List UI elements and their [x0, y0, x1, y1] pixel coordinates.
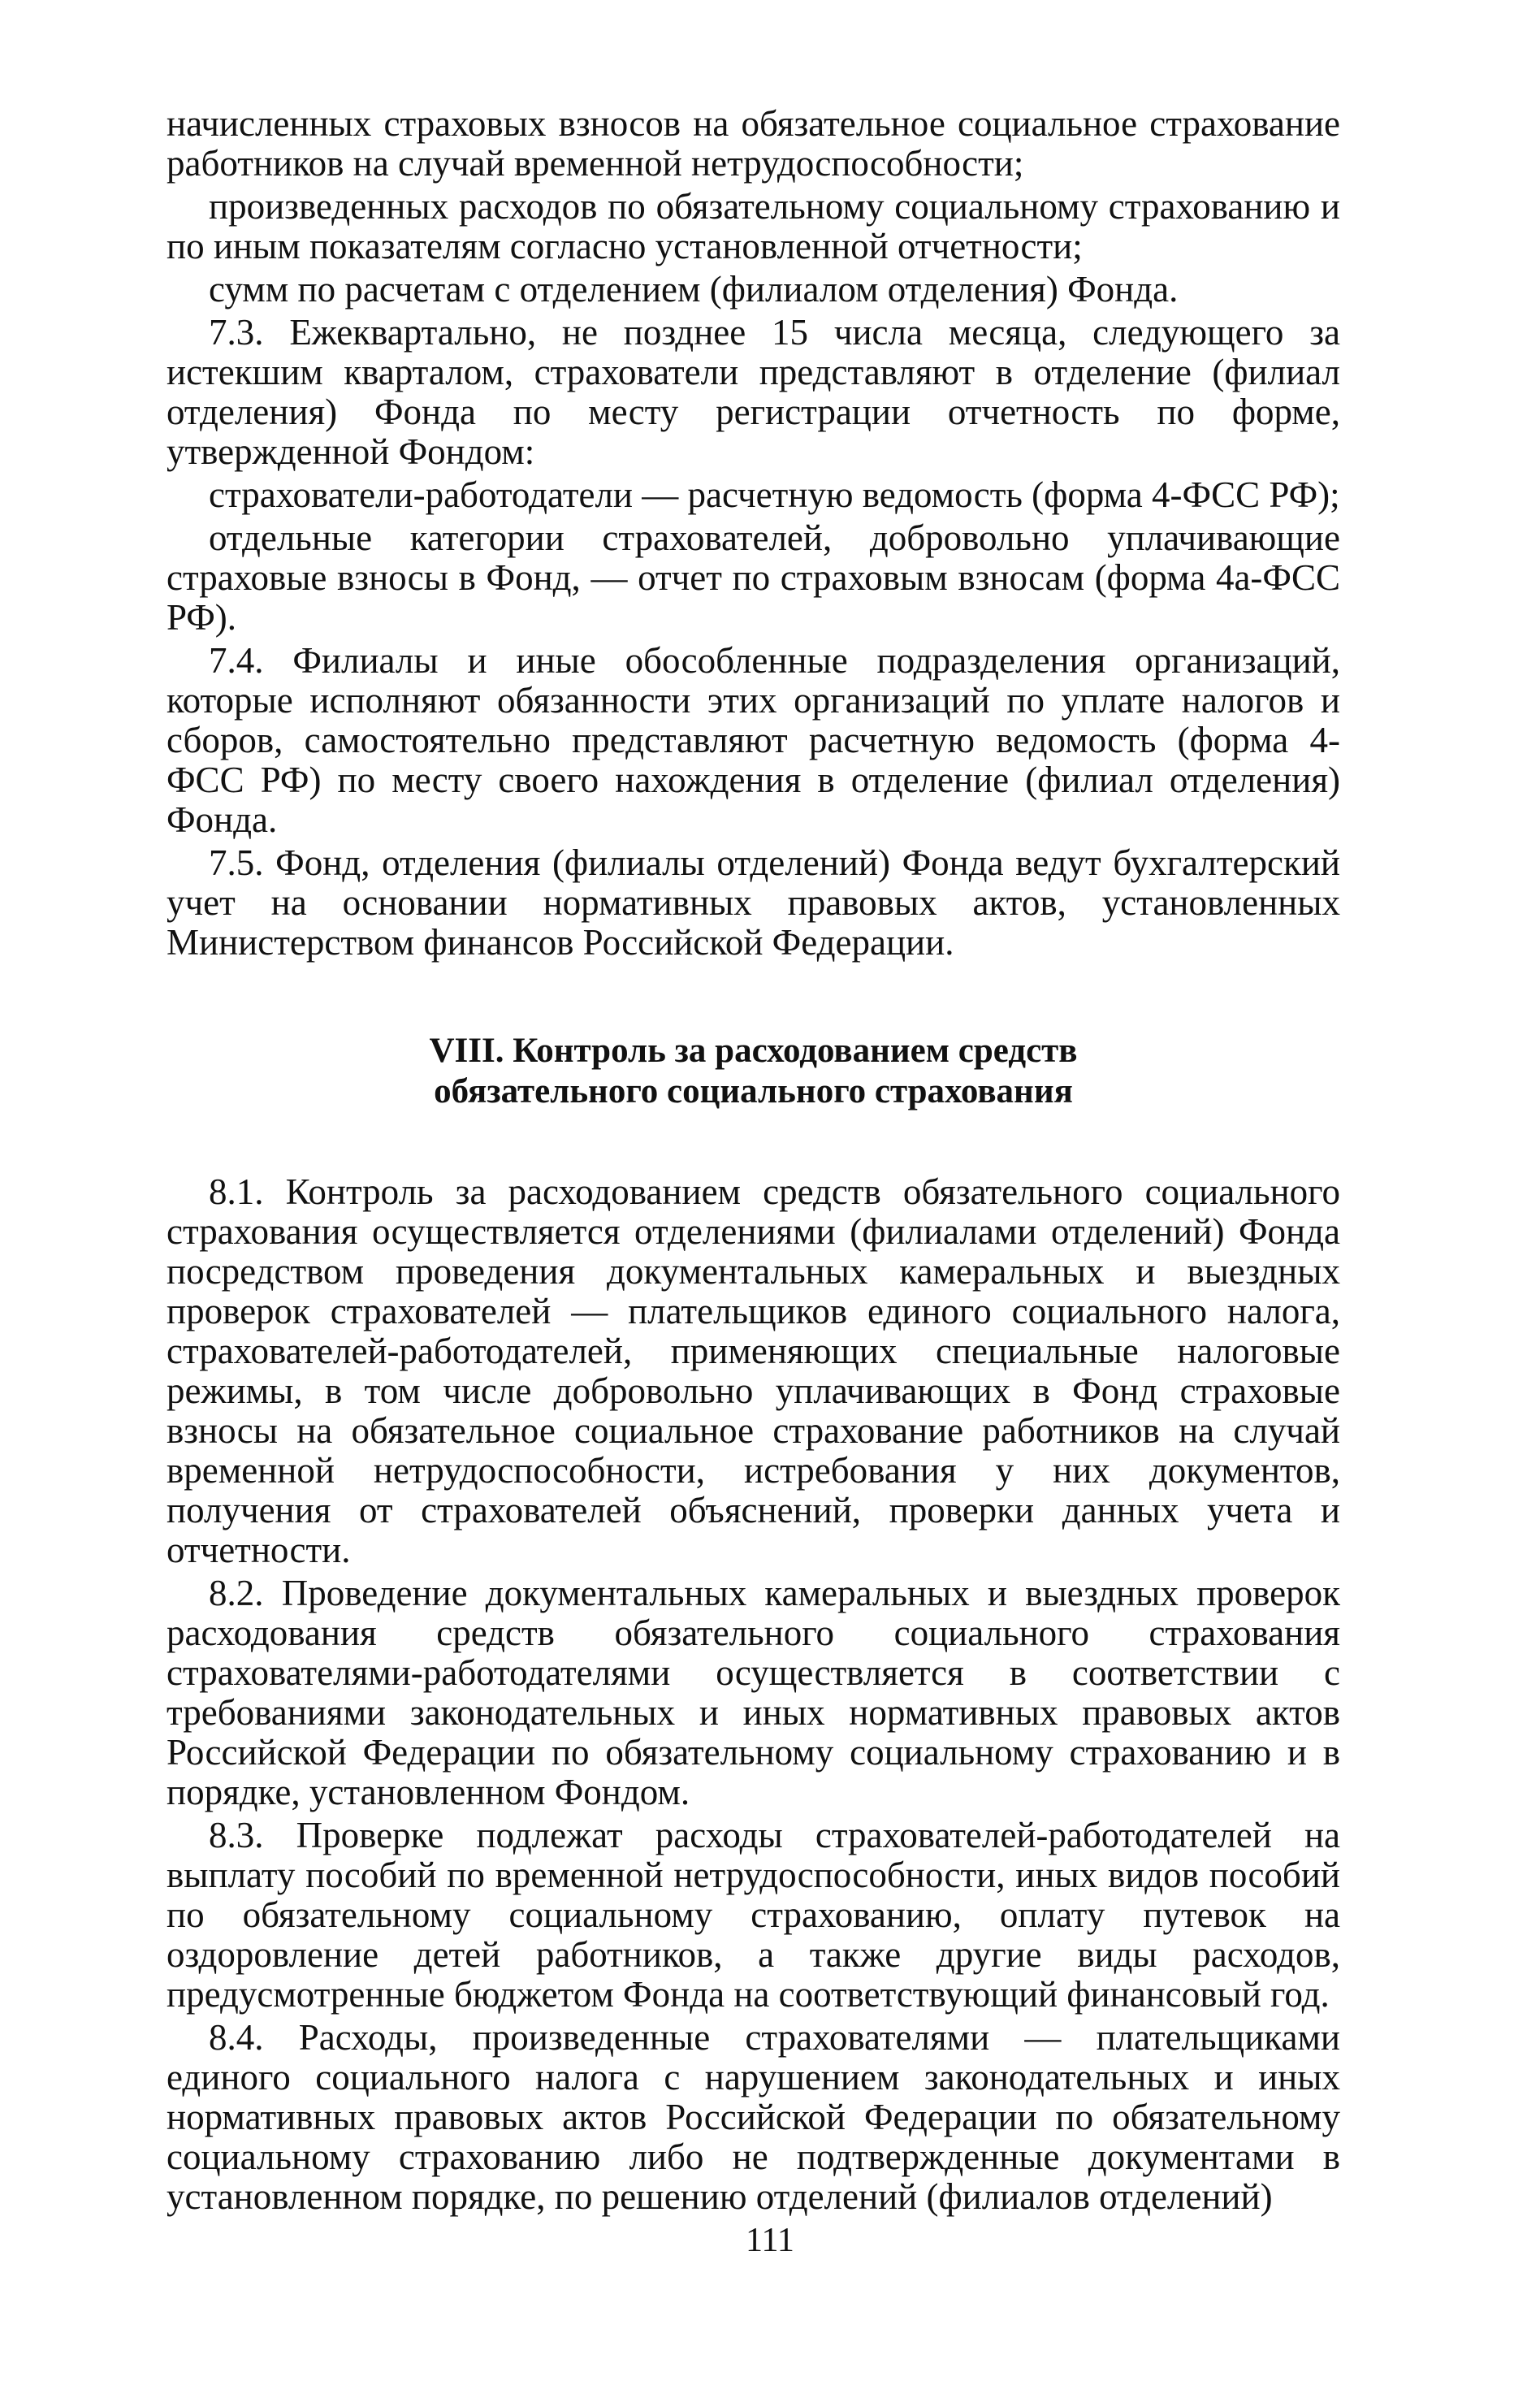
paragraph-8-3: 8.3. Проверке подлежат расходы страхователей-работодателей на выплату пособий по временной нетрудоспособности, иных видов пособий по обязательному социальному страхованию, оплату путевок на оздоровление детей работников, а также другие виды расходов, предусмотренные бюджетом Фонда на соответствующий финансовый год.	[167, 1815, 1340, 2015]
paragraph-8-2: 8.2. Проведение документальных камеральных и выездных проверок расходования средств обязательного социального страхования страхователями-работодателями осуществляется в соответствии с требованиями законодательных и иных нормативных правовых актов Российской Федерации по обязательному социальному страхованию и в порядке, установленном Фондом.	[167, 1573, 1340, 1812]
document-page	[167, 104, 1340, 2217]
section-heading-line-1: VIII. Контроль за расходованием средств	[429, 1032, 1078, 1070]
paragraph-7-5: 7.5. Фонд, отделения (филиалы отделений) Фонда ведут бухгалтерский учет на основании нормативных правовых актов, установленных Министерством финансов Российской Федерации.	[167, 842, 1340, 963]
paragraph-employers-form: страхователи-работодатели — расчетную ведомость (форма 4-ФСС РФ);	[209, 474, 1340, 515]
paragraph-settlements: сумм по расчетам с отделением (филиалом отделения) Фонда.	[209, 269, 1179, 310]
paragraph-voluntary-form: отдельные категории страхователей, добровольно уплачивающие страховые взносы в Фонд, — отчет по страховым взносам (форма 4а-ФСС РФ).	[167, 517, 1340, 638]
paragraph-expenses: произведенных расходов по обязательному социальному страхованию и по иным показателям согласно установленной отчетности;	[167, 186, 1340, 266]
page-number: 111	[746, 2222, 794, 2259]
section-heading	[167, 1031, 1340, 1112]
paragraph-8-4: 8.4. Расходы, произведенные страхователями — плательщиками единого социального налога с нарушением законодательных и иных нормативных правовых актов Российской Федерации по обязательному социальному страхованию либо не подтвержденные документами в установленном порядке, по решению отделений (филиалов отделений)	[167, 2017, 1340, 2217]
section-heading-line-2: обязательного социального страхования	[434, 1072, 1073, 1110]
paragraph-8-1: 8.1. Контроль за расходованием средств обязательного социального страхования осуществляется отделениями (филиалами отделений) Фонда посредством проведения документальных камеральных и выездных проверок страхователей — плательщиков единого социального налога, страхователей-работодателей, применяющих специальные налоговые режимы, в том числе добровольно уплачивающих в Фонд страховые взносы на обязательное социальное страхование работников на случай временной нетрудоспособности, истребования у них документов, получения от страхователей объяснений, проверки данных учета и отчетности.	[167, 1171, 1340, 1570]
paragraph-7-4: 7.4. Филиалы и иные обособленные подразделения организаций, которые исполняют обязанности этих организаций по уплате налогов и сборов, самостоятельно представляют расчетную ведомость (форма 4-ФСС РФ) по месту своего нахождения в отделение (филиал отделения) Фонда.	[167, 640, 1340, 840]
paragraph-contributions: начисленных страховых взносов на обязательное социальное страхование работников на случай временной нетрудоспособности;	[167, 103, 1340, 184]
paragraph-7-3: 7.3. Ежеквартально, не позднее 15 числа месяца, следующего за истекшим кварталом, страхователи представляют в отделение (филиал отделения) Фонда по месту регистрации отчетность по форме, утвержденной Фондом:	[167, 312, 1340, 472]
